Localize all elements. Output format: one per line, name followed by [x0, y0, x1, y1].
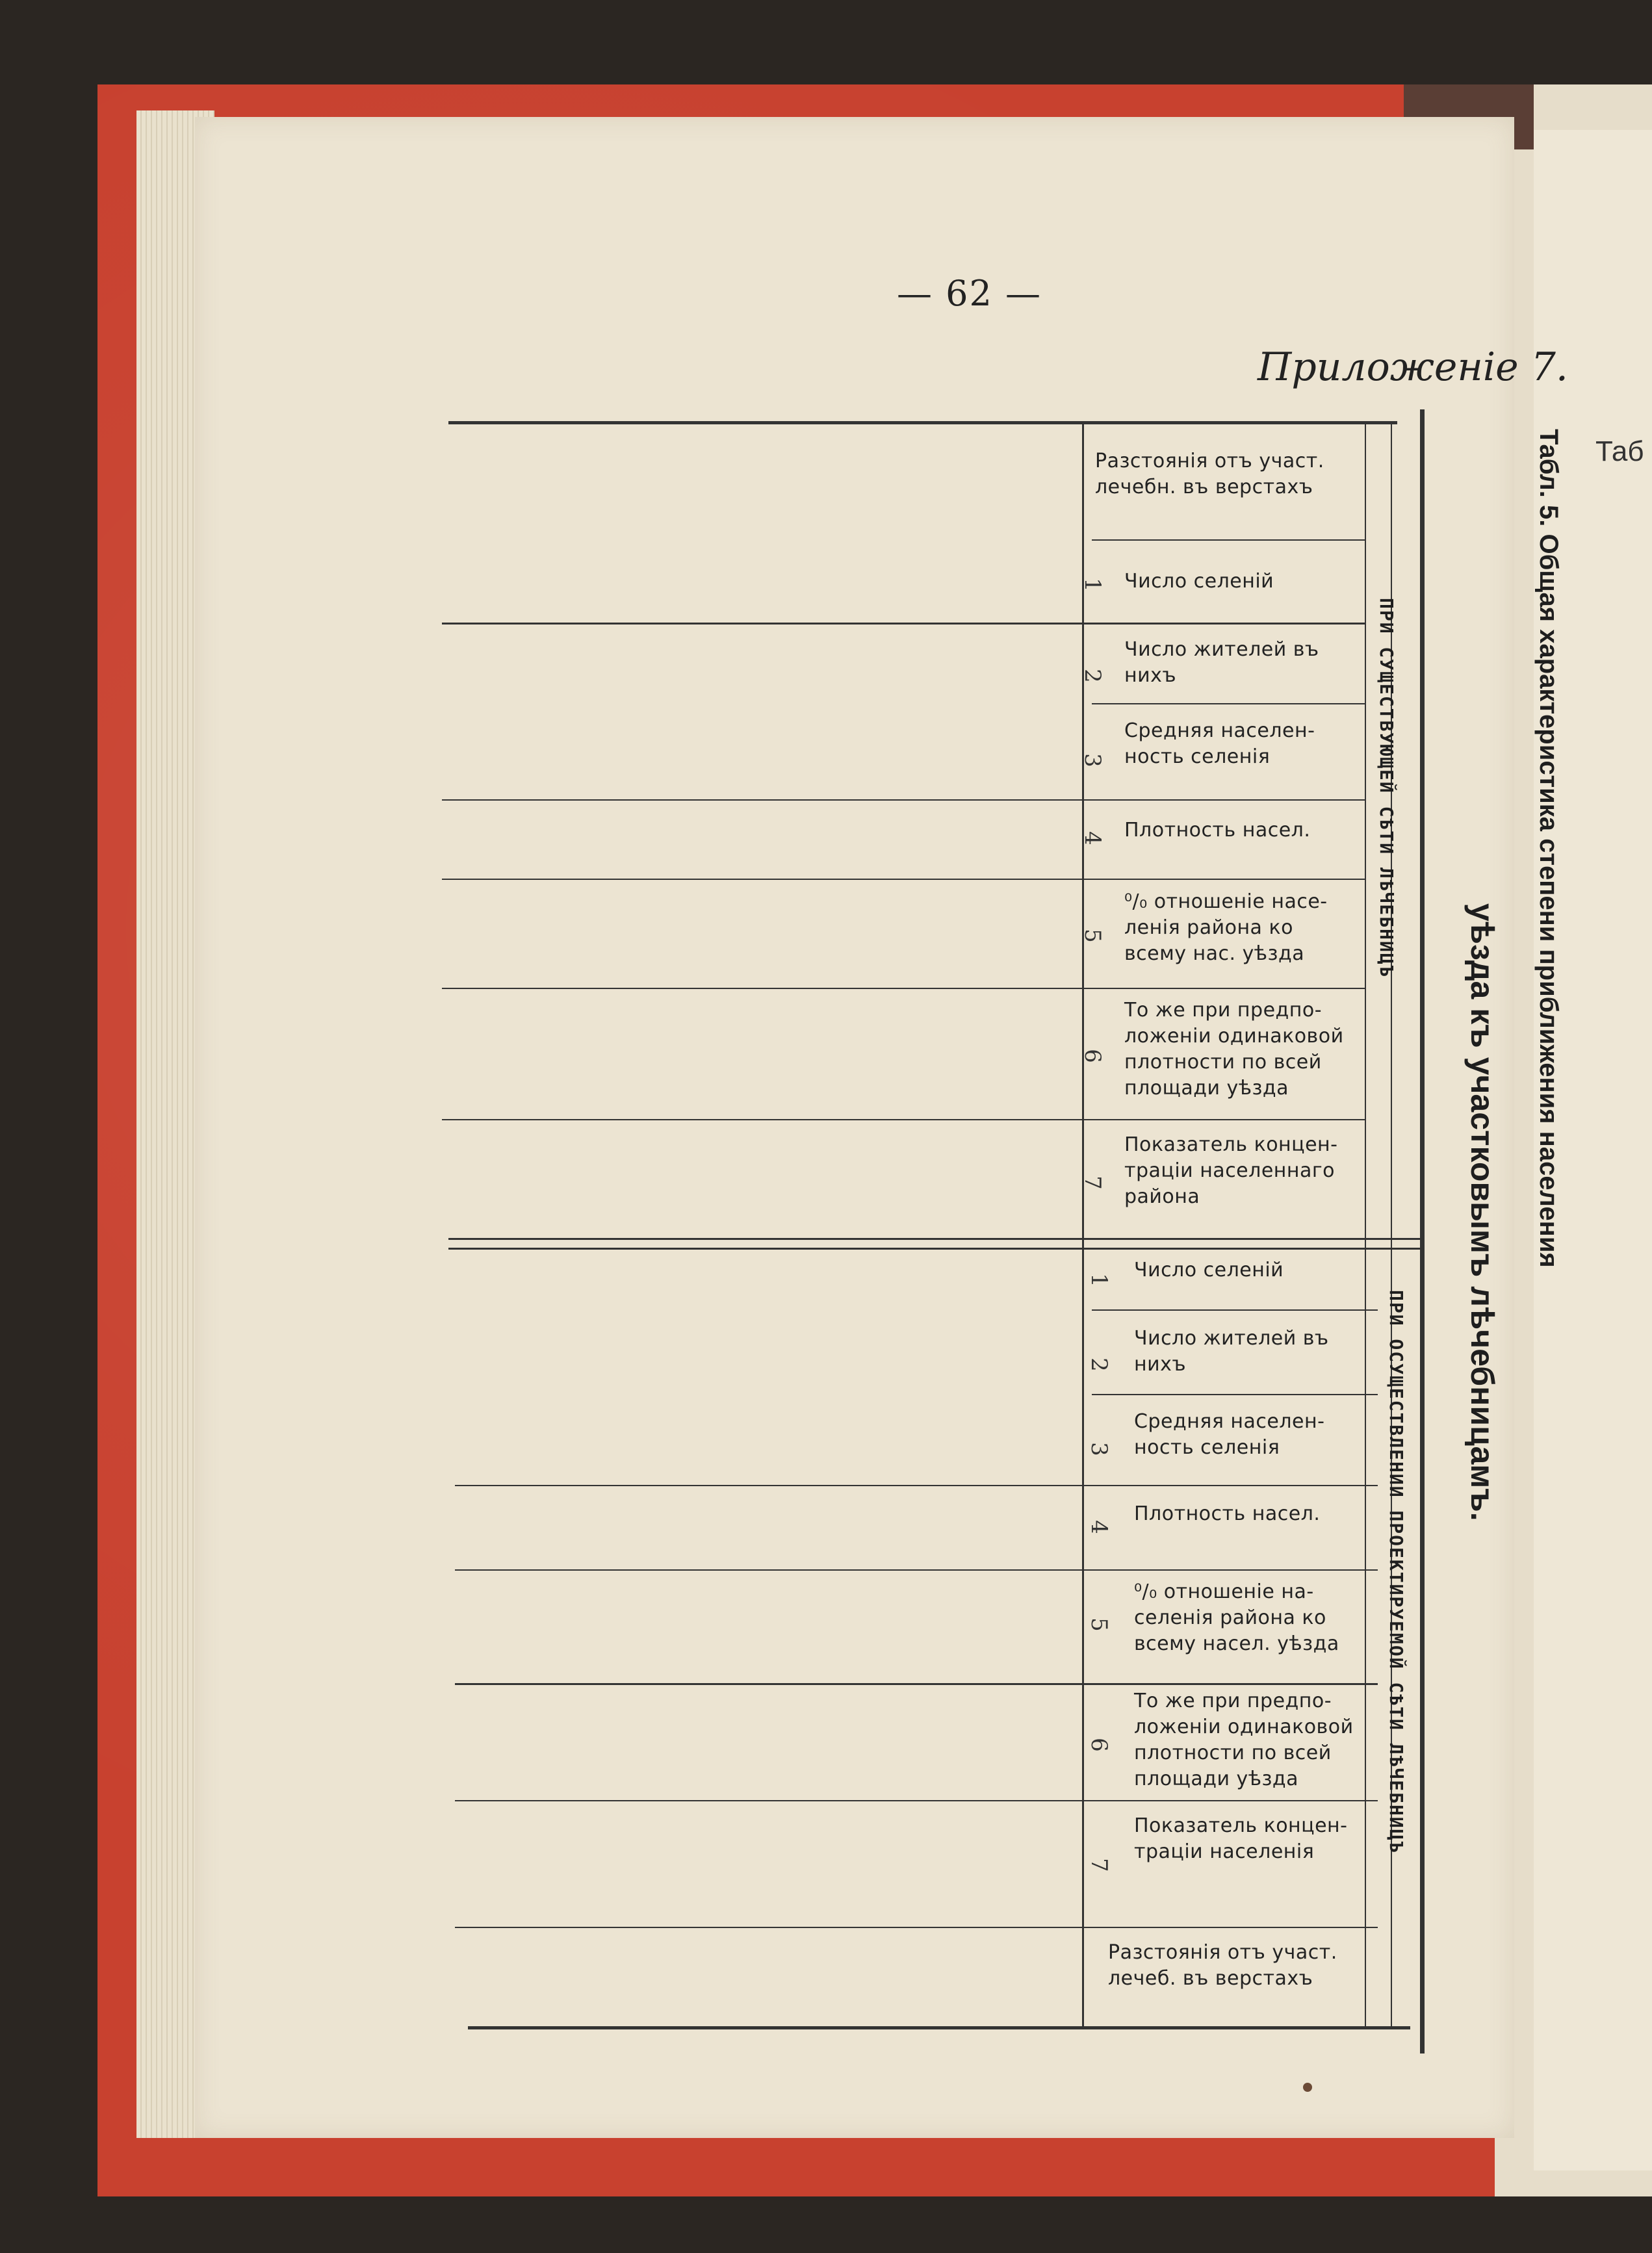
row-rule [1092, 1394, 1378, 1395]
projected-row-5-label: ⁰/₀ отношенiе на-селенiя района ко всему насел. уѣзда [1134, 1580, 1339, 1655]
appendix-label: Приложенiе 7. [1258, 344, 1568, 390]
existing-row-4-num: 4 [1079, 831, 1105, 845]
existing-row-6-num: 6 [1079, 1049, 1105, 1063]
row-rule [455, 1927, 1378, 1928]
projected-row-5-num: 5 [1085, 1617, 1112, 1632]
group-divider [448, 1248, 1423, 1250]
table-title-line1: Табл. 5. Общая характеристика степени приближения населения [1534, 429, 1563, 1268]
projected-row-4-num: 4 [1085, 1520, 1112, 1534]
group-header-existing: ПРИ СУЩЕСТВУЮЩЕЙ СѢТИ ЛѢЧЕБНИЦЪ [1376, 598, 1397, 978]
existing-row-4-label: Плотность насел. [1124, 819, 1311, 842]
projected-row-1-label: Число селенiй [1134, 1259, 1284, 1281]
ink-spot [1303, 2083, 1312, 2092]
table-top-rule [448, 421, 1397, 424]
distance-header-bottom: Разстоянiя отъ участ. лечеб. въ верстахъ [1108, 1941, 1337, 1990]
projected-row-6-label: То же при предпо-ложенiи одинаковой плотности по всей площади уѣзда [1134, 1690, 1354, 1790]
row-rule [455, 1800, 1378, 1801]
projected-row-3-label: Средняя населен-ность селенiя [1134, 1410, 1325, 1459]
projected-row-3-num: 3 [1085, 1442, 1112, 1456]
group-header-projected: ПРИ ОСУЩЕСТВЛЕНИИ ПРОЕКТИРУЕМОЙ СѢТИ ЛѢЧЕБНИЦЪ [1386, 1290, 1407, 1854]
row-rule [455, 1569, 1378, 1571]
table-title-line2: уѣзда къ участковымъ лѣчебницамъ. [1464, 903, 1501, 1521]
row-rule [442, 988, 1365, 989]
row-rule [455, 1683, 1378, 1685]
projected-row-2-num: 2 [1085, 1358, 1112, 1372]
existing-row-2-label: Число жителей въ нихъ [1124, 638, 1319, 687]
row-rule [442, 1119, 1365, 1120]
existing-row-2-num: 2 [1079, 669, 1105, 683]
existing-row-7-label: Показатель концен-трацiи населеннаго района [1124, 1133, 1338, 1208]
page-number: — 62 — [897, 273, 1042, 314]
row-rule [1092, 1309, 1378, 1311]
existing-row-6-label: То же при предпо-ложенiи одинаковой плотности по всей площади уѣзда [1124, 999, 1344, 1100]
existing-row-3-label: Средняя населен-ность селенiя [1124, 719, 1315, 768]
existing-row-3-num: 3 [1079, 753, 1105, 767]
projected-row-7-num: 7 [1085, 1858, 1112, 1872]
row-rule [1092, 539, 1365, 541]
existing-row-1-label: Число селенiй [1124, 570, 1274, 593]
existing-row-1-num: 1 [1079, 578, 1105, 592]
existing-row-5-label: ⁰/₀ отношенiе насе-ленiя района ко всему нас. уѣзда [1124, 890, 1328, 965]
group-divider [448, 1238, 1423, 1240]
projected-row-1-num: 1 [1085, 1273, 1112, 1287]
row-rule [455, 1485, 1378, 1486]
existing-row-5-num: 5 [1079, 929, 1105, 943]
table-left-rule [1082, 422, 1084, 2028]
row-rule [442, 799, 1365, 801]
table-bottom-rule [468, 2026, 1410, 2029]
projected-row-7-label: Показатель концен-трацiи населенiя [1134, 1814, 1348, 1863]
row-rule [1092, 703, 1365, 704]
projected-row-2-label: Число жителей въ нихъ [1134, 1327, 1329, 1376]
projected-row-4-label: Плотность насел. [1134, 1502, 1321, 1525]
projected-row-6-num: 6 [1085, 1738, 1112, 1752]
existing-row-7-num: 7 [1079, 1176, 1105, 1190]
distance-header-top: Разстоянiя отъ участ. лечебн. въ верстахъ [1095, 450, 1324, 498]
outer-thick-rule [1420, 409, 1425, 2053]
row-rule [442, 879, 1365, 880]
row-rule [442, 623, 1365, 624]
right-page-fragment: Таб [1595, 435, 1644, 467]
